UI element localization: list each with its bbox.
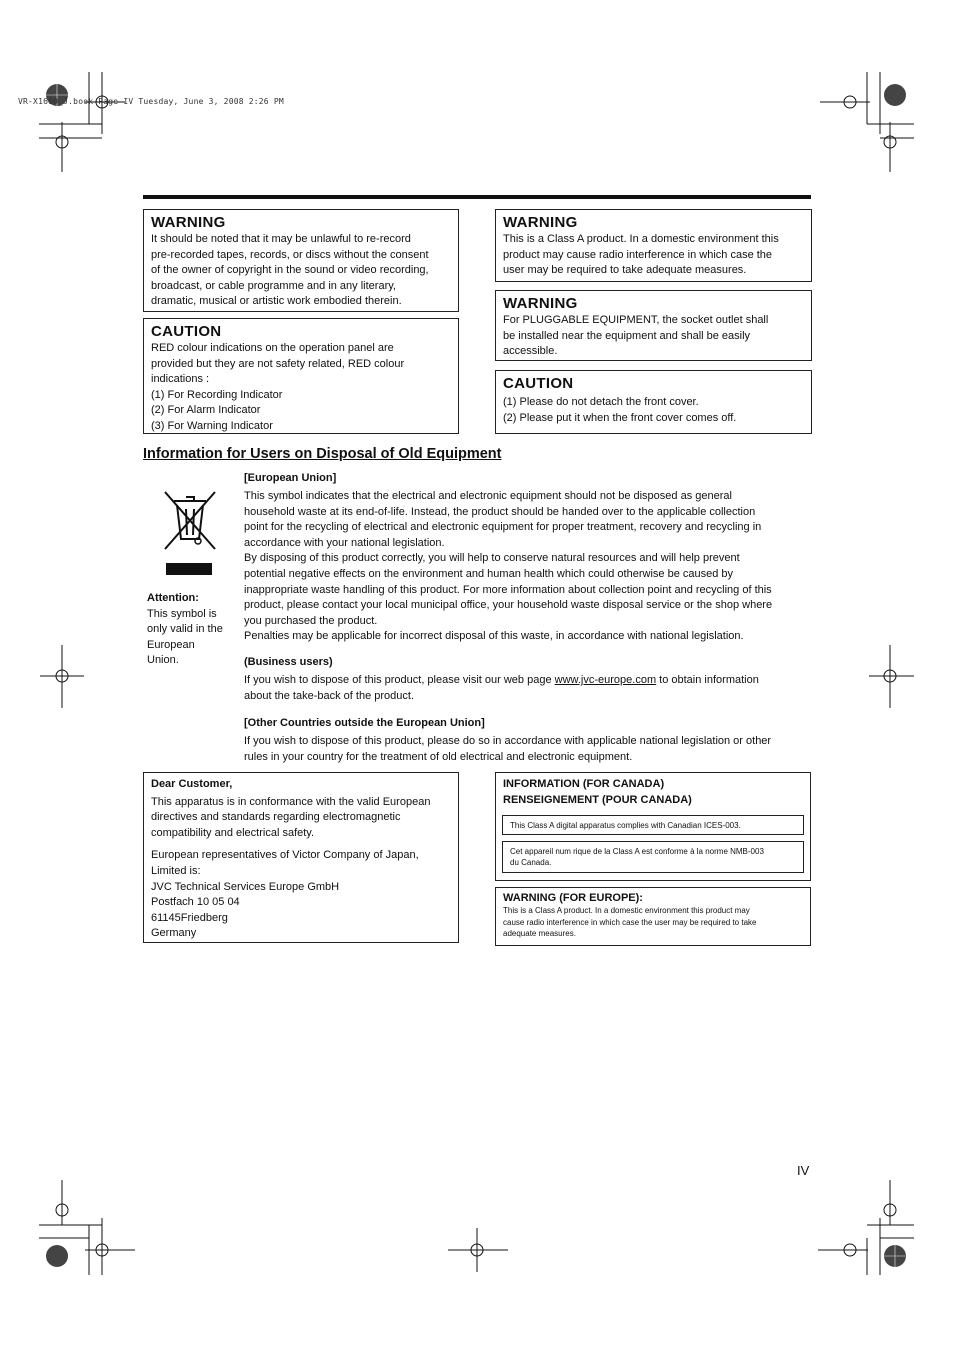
text-line: be installed near the equipment and shall be easily [503,329,751,342]
text-line: compatibility and electrical safety. [151,826,315,839]
text-line: Union. [147,654,179,667]
eu-heading: [European Union] [244,472,337,484]
text-line: (1) For Recording Indicator [151,388,283,401]
text-line: RED colour indications on the operation panel are [151,342,394,354]
attention-title: Attention: [147,592,199,604]
text-line: (2) For Alarm Indicator [151,404,261,417]
canada-nmb-statement [502,841,804,873]
text-line: This Class A digital apparatus complies with Canadian ICES-003. [510,821,741,830]
text-line: European [147,638,195,651]
canada-title-en: INFORMATION (FOR CANADA) [503,778,665,790]
text-line: only valid in the [147,623,223,636]
text-line: broadcast, or cable programme and in any literary, [151,279,396,292]
text-fragment: to obtain information [656,674,759,686]
page-number: IV [797,1163,810,1178]
text-line: cause radio interference in which case the user may be required to take [503,917,757,927]
top-rule [143,195,811,199]
other-countries-heading: [Other Countries outside the European Union] [244,717,485,729]
dear-customer-title: Dear Customer, [151,778,233,790]
text-line: This symbol indicates that the electrical and electronic equipment should not be disposed as general [244,490,732,502]
text-line: provided but they are not safety related, RED colour [151,357,405,370]
text-line: du Canada. [510,858,552,867]
text-line: user may be required to take adequate measures. [503,264,747,277]
text-line: household waste at its end-of-life. Instead, the product should be handed over to the applicable collection [244,505,756,518]
caution-title: CAUTION [503,375,574,392]
warning-pluggable-box [495,290,812,361]
text-line: European representatives of Victor Company of Japan, [151,849,419,862]
text-line: dramatic, musical or artistic work embodied therein. [151,295,402,308]
text-line: Limited is: [151,864,201,877]
text-line: (1) Please do not detach the front cover. [503,396,699,408]
text-line: Cet appareil num rique de la Class A est conforme à la norme NMB-003 [510,847,764,856]
warning-class-a-box [495,209,812,282]
text-line: For PLUGGABLE EQUIPMENT, the socket outlet shall [503,314,769,326]
text-line: This apparatus is in conformance with the valid European [151,795,431,808]
file-info-header: VR-X1600_J.book Page IV Tuesday, June 3, 2008 2:26 PM [18,97,284,106]
disposal-section-title: Information for Users on Disposal of Old Equipment [143,446,502,462]
text-line: potential negative effects on the environment and human health which could otherwise be caused by [244,567,734,580]
text-line: This is a Class A product. In a domestic environment this product may [503,906,750,915]
text-line: Germany [151,927,197,940]
text-line: This is a Class A product. In a domestic environment this [503,233,779,245]
text-line: accessible. [503,345,558,358]
warning-title: WARNING [503,295,578,312]
attention-note [147,591,237,669]
warning-title: WARNING [503,214,578,231]
caution-red-indicator-box [143,318,459,434]
caution-title: CAUTION [151,323,222,340]
dear-customer-box [143,772,459,943]
text-line: If you wish to dispose of this product, please do so in accordance with applicable national legislation or other [244,735,772,747]
text-line: Penalties may be applicable for incorrect disposal of this waste, in accordance with national legislation. [244,630,744,643]
text-line: point for the recycling of electrical and electronic equipment for proper treatment, recovery and recycling in [244,521,762,534]
text-line: indications : [151,373,210,386]
text-line: you purchased the product. [244,614,378,627]
weee-crossed-bin-icon [160,487,220,577]
text-line: By disposing of this product correctly, you will help to conserve natural resources and will help prevent [244,552,740,565]
text-line: product, please contact your local municipal office, your household waste disposal service or the shop where [244,599,773,612]
eu-paragraph [244,489,814,645]
text-line: of the owner of copyright in the sound or video recording, [151,264,429,277]
jvc-europe-link[interactable]: www.jvc-europe.com [554,674,657,686]
text-line: (2) Please put it when the front cover comes off. [503,411,737,424]
text-line: directives and standards regarding electromagnetic [151,811,401,824]
text-line: (3) For Warning Indicator [151,419,273,432]
business-users-heading: (Business users) [244,656,333,668]
europe-warning-title: WARNING (FOR EUROPE): [503,892,643,904]
caution-front-cover-box [495,370,812,434]
warning-copyright-box [143,209,459,312]
text-line: 61145Friedberg [151,911,228,924]
text-line: JVC Technical Services Europe GmbH [151,880,340,893]
text-line: It should be noted that it may be unlawful to re-record [151,233,411,245]
canada-ices-statement [502,815,804,835]
text-line: This symbol is [147,607,217,620]
warning-europe-box [495,887,811,946]
text-line: rules in your country for the treatment of old electrical and electronic equipment. [244,750,633,763]
text-line: product may cause radio interference in which case the [503,248,773,261]
text-line: about the take-back of the product. [244,689,415,702]
canada-title-fr: RENSEIGNEMENT (POUR CANADA) [503,793,692,806]
text-line: inappropriate waste handling of this product. For more information about collection point and recycling of this [244,583,772,596]
warning-title: WARNING [151,214,226,231]
text-line: Postfach 10 05 04 [151,896,240,909]
business-users-paragraph [244,673,814,704]
text-line: accordance with your national legislation. [244,536,445,549]
text-line: pre-recorded tapes, records, or discs without the consent [151,248,429,261]
text-line: adequate measures. [503,929,576,938]
other-countries-paragraph [244,734,814,765]
text-fragment: If you wish to dispose of this product, please visit our web page [244,674,555,686]
